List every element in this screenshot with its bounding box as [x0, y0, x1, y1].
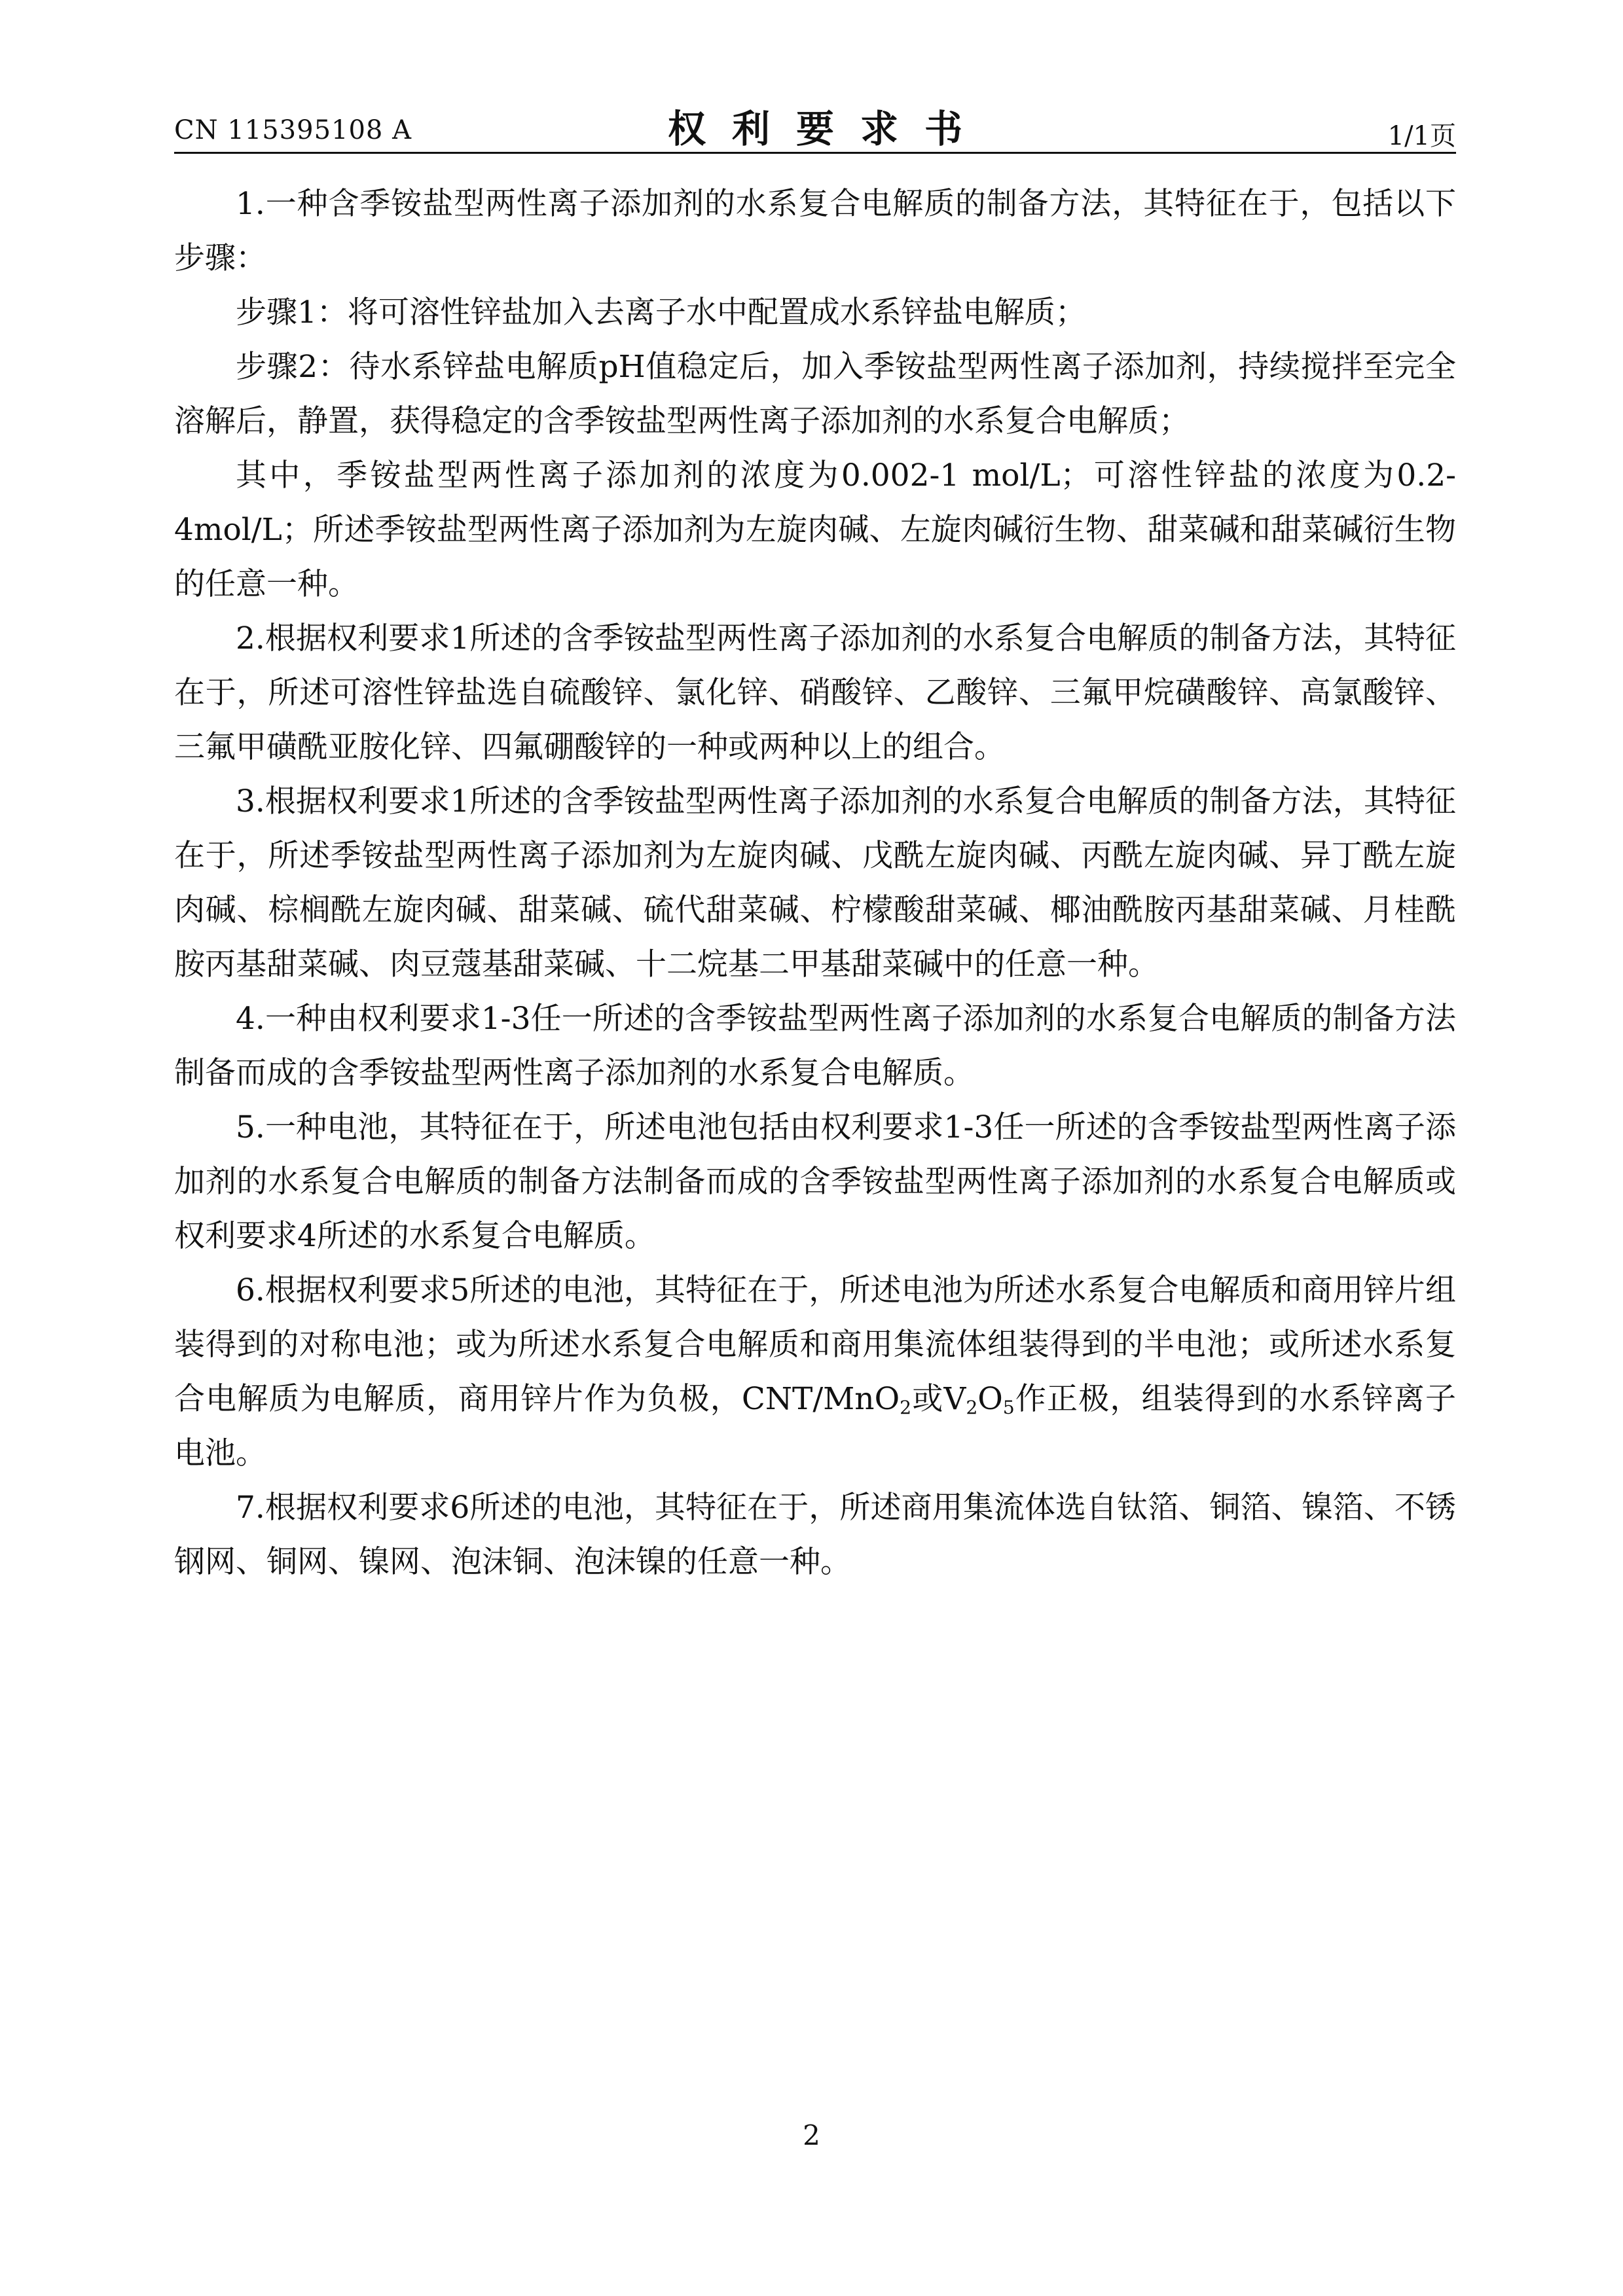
- claim-1-step-1: 步骤1：将可溶性锌盐加入去离子水中配置成水系锌盐电解质；: [236, 295, 1086, 331]
- claim-6-text-d: 作正极，组装得到的水系锌离子电池。: [174, 1381, 1456, 1471]
- claim-6-text-a: 6.根据权利要求5所述的电池，其特征在于，所述电池为所述水系复合电解质和商用锌片组装得到的对称电池；或为所述水系复合电解质和商用集流体组装得到的半电池；或所述水系复合电解质为电解质，商用锌片作为负极，CNT/MnO: [174, 1272, 1456, 1417]
- claim-4: 4.一种由权利要求1-3任一所述的含季铵盐型两性离子添加剂的水系复合电解质的制备方法制备而成的含季铵盐型两性离子添加剂的水系复合电解质。: [174, 1001, 1456, 1091]
- claim-5: 5.一种电池，其特征在于，所述电池包括由权利要求1-3任一所述的含季铵盐型两性离子添加剂的水系复合电解质的制备方法制备而成的含季铵盐型两性离子添加剂的水系复合电解质或权利要求4所述的水系复合电解质。: [174, 1109, 1456, 1254]
- page-header: [174, 98, 1456, 164]
- claim-3: 3.根据权利要求1所述的含季铵盐型两性离子添加剂的水系复合电解质的制备方法，其特征在于，所述季铵盐型两性离子添加剂为左旋肉碱、戊酰左旋肉碱、丙酰左旋肉碱、异丁酰左旋肉碱、棕榈酰左旋肉碱、甜菜碱、硫代甜菜碱、柠檬酸甜菜碱、椰油酰胺丙基甜菜碱、月桂酰胺丙基甜菜碱、肉豆蔻基甜菜碱、十二烷基二甲基甜菜碱中的任意一种。: [174, 783, 1456, 982]
- publication-number: CN 115395108 A: [174, 115, 412, 145]
- claim-6-text-c: O: [977, 1381, 1003, 1417]
- claim-6-sub-b: 2: [966, 1397, 978, 1419]
- claim-7: 7.根据权利要求6所述的电池，其特征在于，所述商用集流体选自钛箔、铜箔、镍箔、不锈钢网、铜网、镍网、泡沫铜、泡沫镍的任意一种。: [174, 1490, 1456, 1580]
- header-rule: [174, 152, 1456, 154]
- claim-6-text-b: 或V: [911, 1381, 966, 1417]
- claims-body: [174, 177, 1456, 1589]
- claim-6: [174, 1263, 1456, 1480]
- claim-1-conditions: 其中，季铵盐型两性离子添加剂的浓度为0.002-1 mol/L；可溶性锌盐的浓度为0.2-4mol/L；所述季铵盐型两性离子添加剂为左旋肉碱、左旋肉碱衍生物、甜菜碱和甜菜碱衍生物的任意一种。: [174, 457, 1456, 602]
- page-number: 2: [803, 2119, 820, 2151]
- page-count: 1/1页: [1387, 121, 1456, 151]
- claim-6-sub-c: 5: [1002, 1397, 1015, 1419]
- claim-2: 2.根据权利要求1所述的含季铵盐型两性离子添加剂的水系复合电解质的制备方法，其特征在于，所述可溶性锌盐选自硫酸锌、氯化锌、硝酸锌、乙酸锌、三氟甲烷磺酸锌、高氯酸锌、三氟甲磺酰亚胺化锌、四氟硼酸锌的一种或两种以上的组合。: [174, 620, 1456, 765]
- claim-1: 1.一种含季铵盐型两性离子添加剂的水系复合电解质的制备方法，其特征在于，包括以下步骤：: [174, 186, 1456, 276]
- claim-1-step-2: 步骤2：待水系锌盐电解质pH值稳定后，加入季铵盐型两性离子添加剂，持续搅拌至完全溶解后，静置，获得稳定的含季铵盐型两性离子添加剂的水系复合电解质；: [174, 349, 1456, 439]
- document-title: 权利要求书: [667, 107, 989, 151]
- claim-6-sub-a: 2: [900, 1397, 912, 1419]
